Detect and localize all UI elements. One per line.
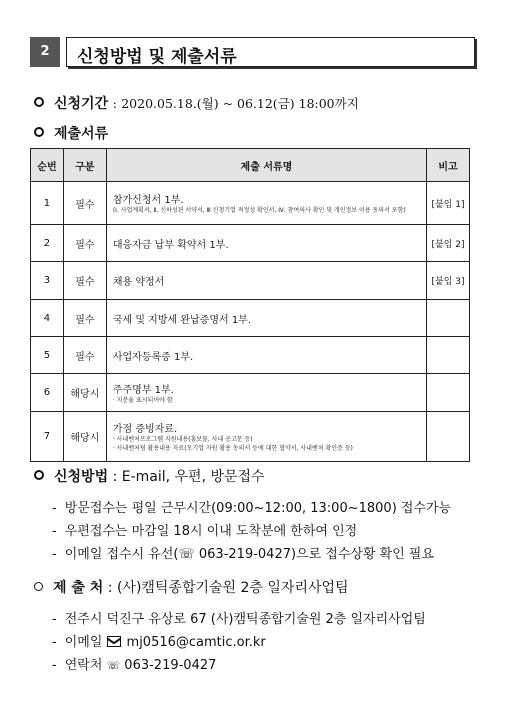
bullet-icon	[34, 97, 44, 107]
table-row	[31, 412, 470, 462]
mail-icon	[107, 636, 121, 647]
table-row	[31, 262, 470, 300]
method-sep: :	[112, 469, 118, 485]
doc-sub: (Ⅰ. 사업계획서, Ⅱ. 신하성된 서약서, Ⅲ 신청기업 적정성 확인서, Ⅳ. 참여의사 확인 및 개인정보 이용 동의서 포함)	[112, 207, 406, 214]
section-number: 2	[30, 37, 60, 67]
bullet-icon	[34, 582, 43, 591]
list-item: - 전주시 덕진구 유상로 67 (사)캠틱종합기술원 2층 일자리사업팀	[52, 612, 426, 627]
row-category: 필수	[63, 225, 106, 262]
bullet-icon	[34, 127, 44, 137]
row-no: 3	[31, 262, 64, 300]
row-no: 2	[31, 225, 64, 262]
period-sep: :	[112, 96, 117, 111]
bullet-icon	[34, 470, 44, 480]
list-item: - 우편접수는 마감일 18시 이내 도착분에 한하여 인정	[52, 524, 358, 539]
row-doc	[106, 412, 426, 462]
submit-sep: :	[107, 580, 113, 596]
row-note: [붙임 2]	[427, 225, 470, 262]
phone-number: 063-219-0427	[124, 658, 217, 673]
email-address[interactable]: mj0516@camtic.or.kr	[126, 635, 266, 650]
row-note	[427, 337, 470, 374]
row-no: 1	[31, 182, 64, 225]
row-no: 7	[31, 412, 64, 462]
list-item: - 연락처 ☏ 063-219-0427	[52, 658, 217, 673]
row-category: 필수	[63, 300, 106, 337]
row-note: [붙임 1]	[427, 182, 470, 225]
list-item: - 방문접수는 평일 근무시간(09:00~12:00, 13:00~1800) 접수가능	[52, 501, 452, 516]
docs-heading: 제출서류	[54, 126, 109, 142]
row-no: 6	[31, 374, 64, 412]
method-item: 방문접수는 평일 근무시간(09:00~12:00, 13:00~1800) 접수가능	[64, 501, 452, 516]
row-note	[427, 374, 470, 412]
doc-name: 가점 증빙자료.	[112, 424, 178, 435]
row-note	[427, 412, 470, 462]
period-label: 신청기간	[54, 96, 109, 112]
period-line	[34, 93, 359, 113]
row-doc	[106, 337, 426, 374]
row-no: 5	[31, 337, 64, 374]
row-note	[427, 300, 470, 337]
submit-label: 제 출 처	[53, 580, 104, 596]
submit-value: (사)캠틱종합기술원 2층 일자리사업팀	[116, 580, 349, 596]
phone-label: 연락처	[64, 658, 103, 673]
docs-heading-line	[34, 123, 108, 143]
row-category: 필수	[63, 182, 106, 225]
list-item: - 이메일 접수시 유선(☏ 063-219-0427)으로 접수상황 확인 필요	[52, 547, 435, 562]
phone-icon: ☏	[106, 659, 121, 672]
table-row	[31, 182, 470, 225]
doc-name: 사업자등록증 1부.	[112, 351, 194, 363]
row-doc	[106, 300, 426, 337]
table-row	[31, 225, 470, 262]
doc-name: 국세 및 지방세 완납증명서 1부.	[112, 314, 252, 326]
row-doc	[106, 374, 426, 412]
section-title: 신청방법 및 제출서류	[77, 47, 237, 67]
submit-line	[34, 577, 349, 597]
doc-sub: · 지분율 표시되어야 함	[112, 396, 173, 404]
doc-name: 대응자금 납부 확약서 1부.	[112, 239, 229, 251]
section-title-box	[66, 37, 475, 67]
table-row	[31, 300, 470, 337]
documents-table	[30, 148, 470, 462]
row-category: 필수	[63, 262, 106, 300]
header-note: 비고	[427, 149, 470, 182]
row-category: 필수	[63, 337, 106, 374]
method-item: 우편접수는 마감일 18시 이내 도착분에 한하여 인정	[64, 524, 358, 539]
row-note: [붙임 3]	[427, 262, 470, 300]
method-label: 신청방법	[54, 469, 109, 485]
row-doc	[106, 225, 426, 262]
row-doc	[106, 182, 426, 225]
method-item: 이메일 접수시 유선(☏ 063-219-0427)으로 접수상황 확인 필요	[64, 547, 435, 562]
doc-name: 채용 약정서	[112, 277, 165, 288]
table-row	[31, 374, 470, 412]
table-row	[31, 337, 470, 374]
row-category: 해당시	[63, 374, 106, 412]
email-label: 이메일	[64, 635, 103, 650]
period-value: 2020.05.18.(월) ~ 06.12(금) 18:00까지	[121, 96, 359, 111]
row-doc	[106, 262, 426, 300]
list-item: - 이메일 mj0516@camtic.or.kr	[52, 635, 266, 650]
header-no: 순번	[31, 149, 64, 182]
section-header	[30, 37, 475, 67]
header-category: 구분	[63, 149, 106, 182]
row-no: 4	[31, 300, 64, 337]
method-value: E-mail, 우편, 방문접수	[121, 469, 265, 485]
doc-name: 주주명부 1부.	[112, 384, 174, 396]
submit-address: 전주시 덕진구 유상로 67 (사)캠틱종합기술원 2층 일자리사업팀	[64, 612, 426, 627]
method-line	[34, 466, 265, 486]
header-doc: 제출 서류명	[106, 149, 426, 182]
row-category: 해당시	[63, 412, 106, 462]
doc-name: 참가신청서 1부.	[112, 195, 184, 206]
doc-sub: · 사내벤처프로그램 지원내용(홍보물, 사내 공고문 등)	[112, 436, 253, 443]
doc-sub: · 사내벤처팀 활용내용 자료(모기업 자원 활용 동의서 등에 대한 협약서, 사내벤처 확인증 등)	[112, 445, 353, 452]
